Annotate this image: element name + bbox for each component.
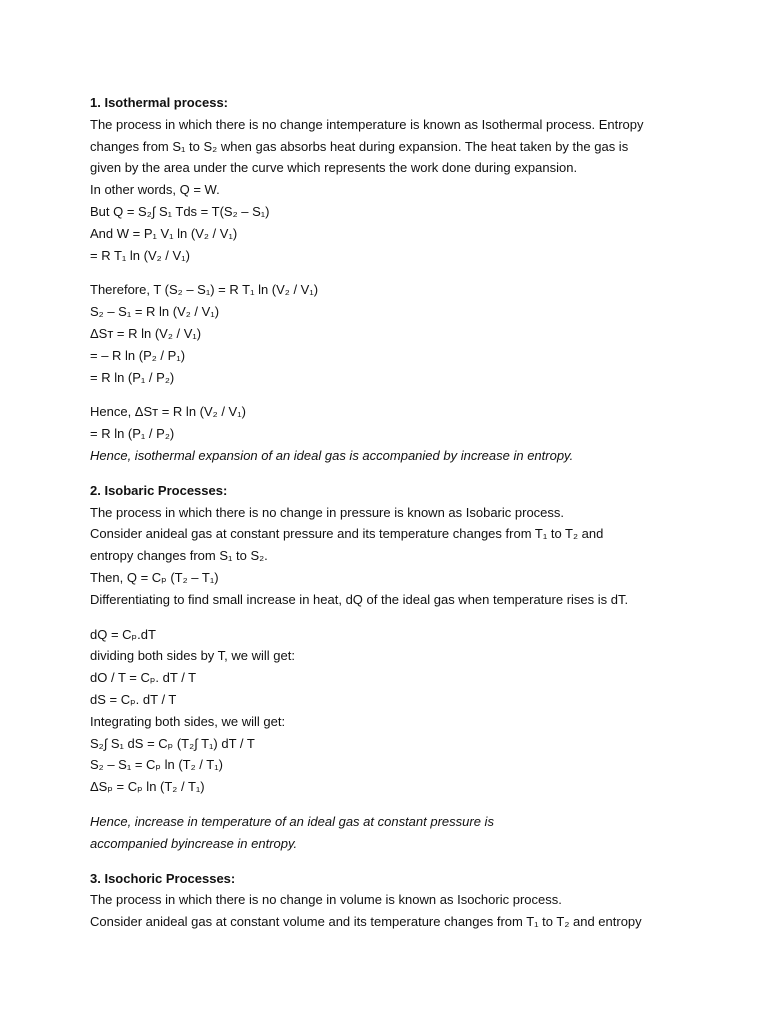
equation-line: Hence, ΔSᴛ = R ln (V₂ / V₁)	[90, 404, 246, 420]
equation-line: dO / T = Cₚ. dT / T	[90, 670, 197, 686]
body-line: The process in which there is no change in volume is known as Isochoric process.	[90, 892, 562, 908]
conclusion-line: Hence, increase in temperature of an ideal gas at constant pressure is	[90, 813, 494, 829]
equation-line: Therefore, T (S₂ – S₁) = R T₁ ln (V₂ / V₁)	[90, 282, 319, 298]
body-line: Differentiating to find small increase in heat, dQ of the ideal gas when temperature rises is dT.	[90, 591, 629, 607]
equation-line: = R ln (P₁ / P₂)	[90, 426, 175, 442]
equation-line: Then, Q = Cₚ (T₂ – T₁)	[90, 569, 219, 585]
body-line: Integrating both sides, we will get:	[90, 713, 286, 729]
equation-line: dQ = Cₚ.dT	[90, 626, 156, 642]
equation-line: But Q = S₂∫ S₁ Tds = T(S₂ – S₁)	[90, 203, 270, 219]
section-isothermal	[90, 92, 730, 467]
body-line: Consider anideal gas at constant pressure and its temperature changes from T₁ to T₂ and	[90, 526, 604, 542]
body-line: entropy changes from S₁ to S₂.	[90, 548, 268, 564]
equation-line: = R ln (P₁ / P₂)	[90, 369, 175, 385]
body-line: Consider anideal gas at constant volume and its temperature changes from T₁ to T₂ and entropy	[90, 914, 642, 930]
equation-line: ΔSₚ = Cₚ ln (T₂ / T₁)	[90, 779, 205, 795]
body-line: changes from S₁ to S₂ when gas absorbs heat during expansion. The heat taken by the gas is	[90, 138, 629, 154]
section-heading: 3. Isochoric Processes:	[90, 870, 236, 886]
equation-line: dS = Cₚ. dT / T	[90, 691, 177, 707]
document-page	[90, 92, 730, 933]
equation-line: And W = P₁ V₁ ln (V₂ / V₁)	[90, 225, 238, 241]
body-line: The process in which there is no change in pressure is known as Isobaric process.	[90, 504, 565, 520]
section-heading: 2. Isobaric Processes:	[90, 482, 228, 498]
body-line: The process in which there is no change intemperature is known as Isothermal process. Entropy	[90, 116, 644, 132]
conclusion-line: Hence, isothermal expansion of an ideal gas is accompanied by increase in entropy.	[90, 447, 574, 463]
equation-line: ΔSᴛ = R ln (V₂ / V₁)	[90, 325, 202, 341]
body-line: dividing both sides by T, we will get:	[90, 648, 295, 664]
section-isobaric	[90, 480, 730, 855]
section-heading: 1. Isothermal process:	[90, 95, 228, 110]
body-line: In other words, Q = W.	[90, 182, 220, 198]
equation-line: = R T₁ ln (V₂ / V₁)	[90, 247, 190, 263]
conclusion-line: accompanied byincrease in entropy.	[90, 835, 298, 851]
equation-line: S₂ – S₁ = R ln (V₂ / V₁)	[90, 304, 220, 320]
equation-line: S₂∫ S₁ dS = Cₚ (T₂∫ T₁) dT / T	[90, 735, 255, 751]
body-line: given by the area under the curve which represents the work done during expansion.	[90, 160, 578, 176]
equation-line: = – R ln (P₂ / P₁)	[90, 347, 186, 363]
section-isochoric	[90, 868, 730, 933]
equation-line: S₂ – S₁ = Cₚ ln (T₂ / T₁)	[90, 757, 223, 773]
